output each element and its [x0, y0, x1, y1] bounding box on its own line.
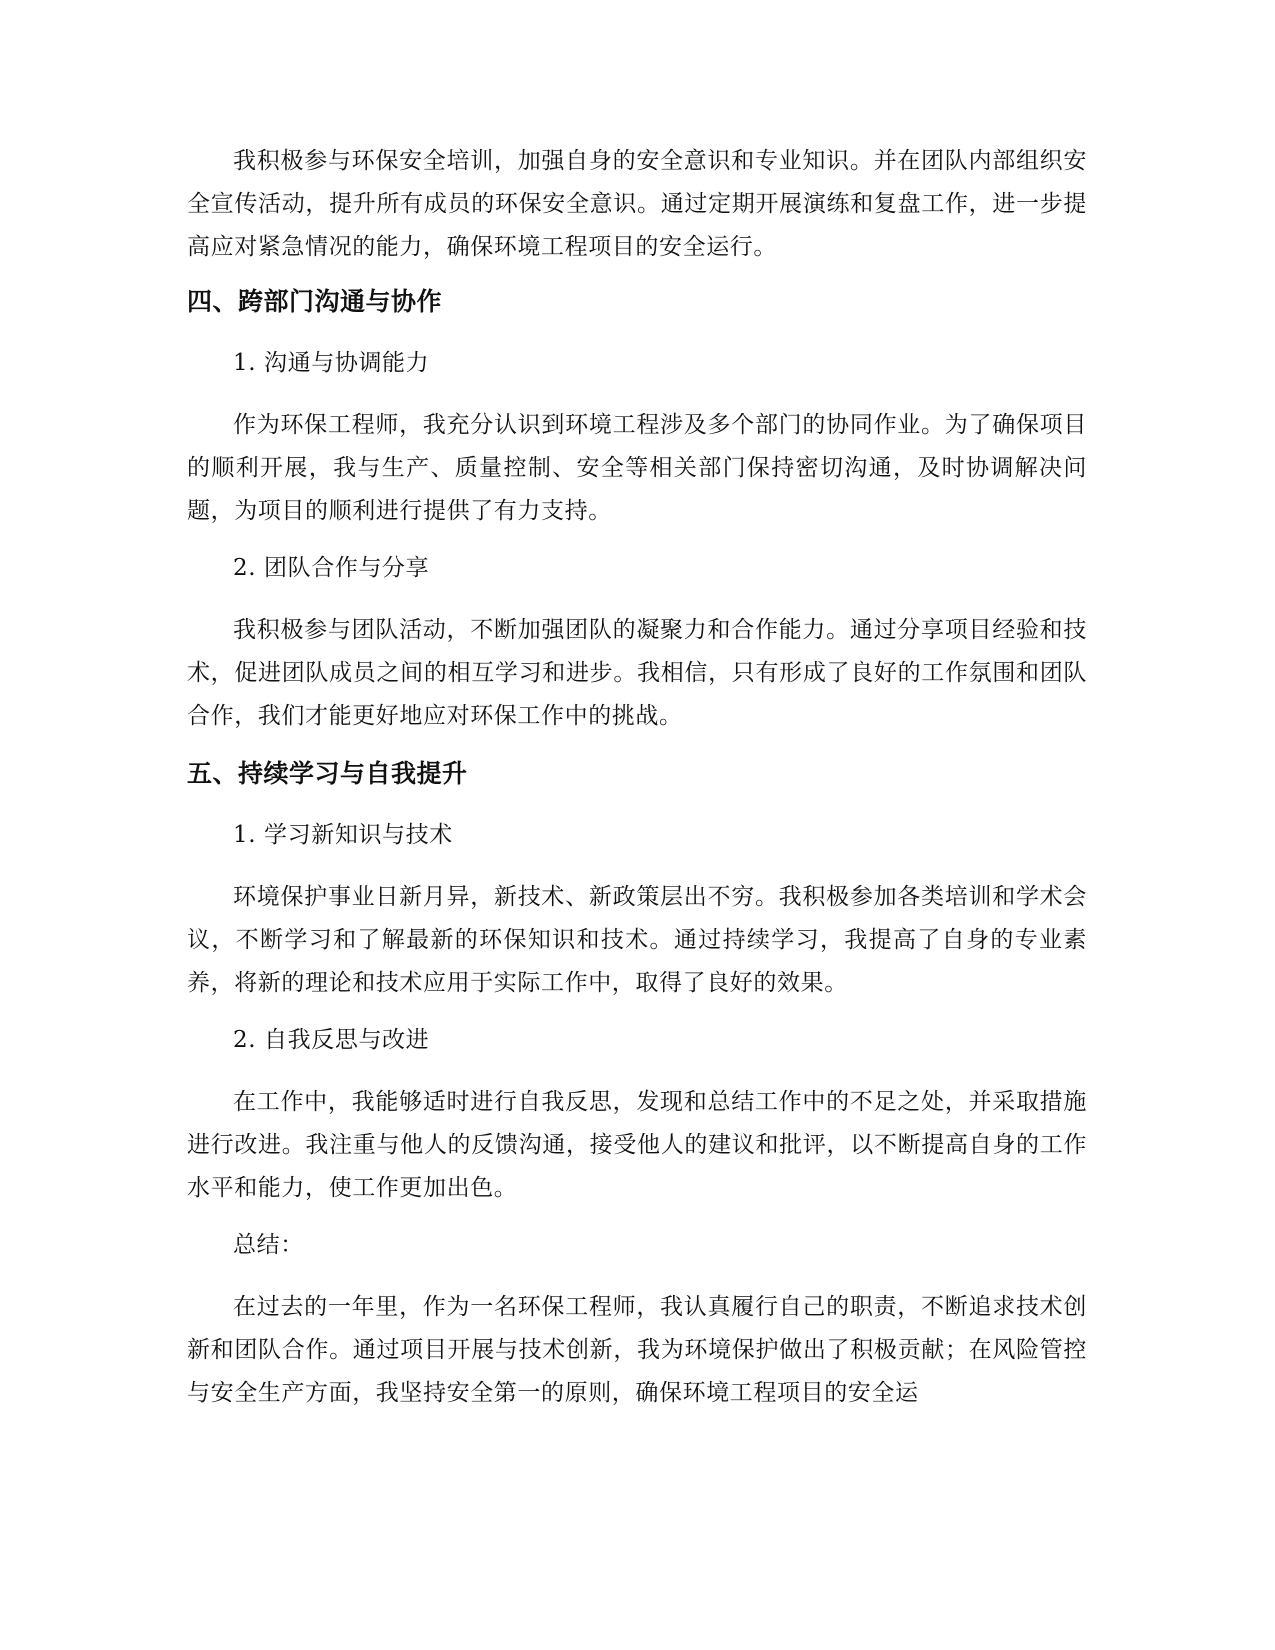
section-heading-5: 五、持续学习与自我提升 [187, 759, 468, 788]
summary-label: 总结： [233, 1232, 304, 1258]
subsection-heading-4-2: 2. 团队合作与分享 [233, 555, 430, 581]
paragraph-communication: 作为环保工程师，我充分认识到环境工程涉及多个部门的协同作业。为了确保项目的顺利开展，我与生产、质量控制、安全等相关部门保持密切沟通，及时协调解决问题，为项目的顺利进行提供了有力支持。 [187, 412, 1087, 524]
paragraph-safety-training: 我积极参与环保安全培训，加强自身的安全意识和专业知识。并在团队内部组织安全宣传活动，提升所有成员的环保安全意识。通过定期开展演练和复盘工作，进一步提高应对紧急情况的能力，确保环境工程项目的安全运行。 [187, 148, 1087, 260]
paragraph-teamwork: 我积极参与团队活动，不断加强团队的凝聚力和合作能力。通过分享项目经验和技术，促进团队成员之间的相互学习和进步。我相信，只有形成了良好的工作氛围和团队合作，我们才能更好地应对环保工作中的挑战。 [187, 617, 1087, 729]
paragraph-summary: 在过去的一年里，作为一名环保工程师，我认真履行自己的职责，不断追求技术创新和团队合作。通过项目开展与技术创新，我为环境保护做出了积极贡献；在风险管控与安全生产方面，我坚持安全第一的原则，确保环境工程项目的安全运 [187, 1294, 1087, 1406]
paragraph-learning: 环境保护事业日新月异，新技术、新政策层出不穷。我积极参加各类培训和学术会议，不断学习和了解最新的环保知识和技术。通过持续学习，我提高了自身的专业素养，将新的理论和技术应用于实际工作中，取得了良好的效果。 [187, 884, 1087, 996]
subsection-heading-4-1: 1. 沟通与协调能力 [233, 350, 430, 376]
subsection-heading-5-1: 1. 学习新知识与技术 [233, 822, 453, 848]
section-heading-4: 四、跨部门沟通与协作 [187, 287, 443, 316]
paragraph-reflection: 在工作中，我能够适时进行自我反思，发现和总结工作中的不足之处，并采取措施进行改进。我注重与他人的反馈沟通，接受他人的建议和批评，以不断提高自身的工作水平和能力，使工作更加出色。 [187, 1089, 1087, 1201]
subsection-heading-5-2: 2. 自我反思与改进 [233, 1027, 430, 1053]
